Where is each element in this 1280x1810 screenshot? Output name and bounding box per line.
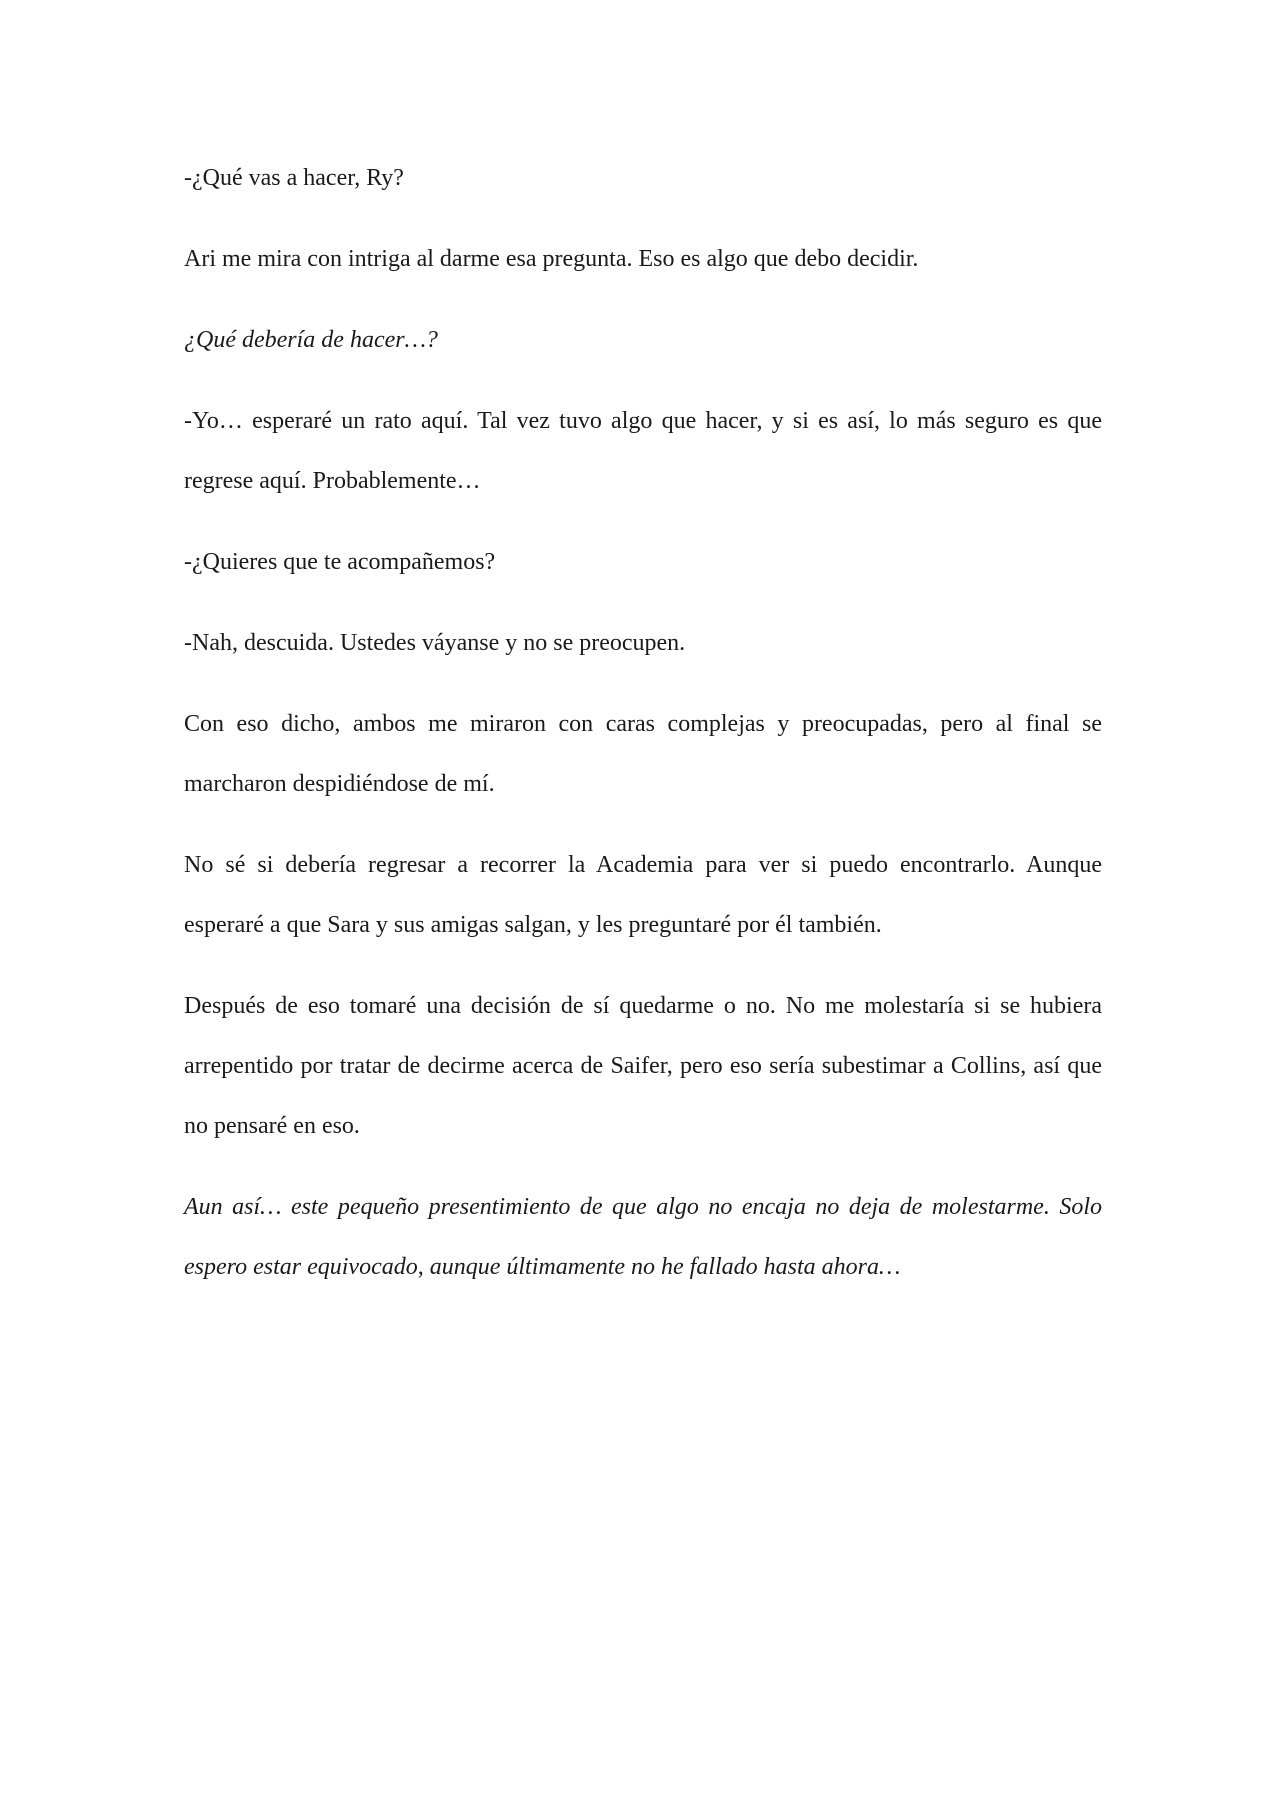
paragraph-6: -Nah, descuida. Ustedes váyanse y no se preocupen. bbox=[184, 630, 686, 656]
paragraph-9: Después de eso tomaré una decisión de sí quedarme o no. No me molestaría si se hubiera arrepentido por tratar de decirme acerca de Saifer, pero eso sería subestimar a Collins, así que no pensaré en eso. bbox=[184, 993, 1102, 1139]
paragraph-3-thought: ¿Qué debería de hacer…? bbox=[184, 327, 438, 353]
paragraph-1: -¿Qué vas a hacer, Ry? bbox=[184, 165, 404, 191]
paragraph-10-thought: Aun así… este pequeño presentimiento de que algo no encaja no deja de molestarme. Solo espero estar equivocado, aunque últimamente no he fallado hasta ahora… bbox=[184, 1194, 1102, 1280]
paragraph-2: Ari me mira con intriga al darme esa pregunta. Eso es algo que debo decidir. bbox=[184, 246, 919, 272]
document-body bbox=[184, 148, 1102, 1318]
paragraph-5: -¿Quieres que te acompañemos? bbox=[184, 549, 496, 575]
paragraph-8: No sé si debería regresar a recorrer la Academia para ver si puedo encontrarlo. Aunque esperaré a que Sara y sus amigas salgan, y les preguntaré por él también. bbox=[184, 852, 1102, 938]
paragraph-4: -Yo… esperaré un rato aquí. Tal vez tuvo algo que hacer, y si es así, lo más seguro es que regrese aquí. Probablemente… bbox=[184, 408, 1102, 494]
paragraph-7: Con eso dicho, ambos me miraron con caras complejas y preocupadas, pero al final se marcharon despidiéndose de mí. bbox=[184, 711, 1102, 797]
